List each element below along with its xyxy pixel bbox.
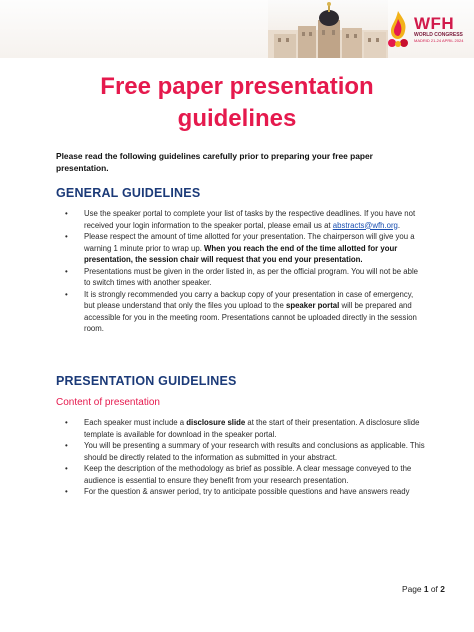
list-item-text: at the start of their presentation. A disclosure slide template is available for download in the speaker portal.	[84, 418, 420, 439]
list-item-emphasis: speaker portal	[286, 301, 340, 310]
bullet-icon: •	[65, 487, 68, 496]
list-item	[56, 289, 426, 335]
page-label: Page	[402, 584, 422, 594]
bullet-icon: •	[65, 441, 68, 450]
general-guidelines-list	[56, 208, 426, 335]
presentation-guidelines-heading: PRESENTATION GUIDELINES	[56, 374, 237, 388]
total-pages: 2	[440, 584, 445, 594]
flame-logo-icon	[385, 9, 411, 49]
header-banner	[0, 0, 474, 58]
list-item-text: Each speaker must include a	[84, 418, 187, 427]
list-item-text: Presentations must be given in the order listed in, as per the official program. You will not be able to switch times with another speaker.	[84, 266, 419, 287]
page-number	[402, 584, 445, 594]
list-item-text: Keep the description of the methodology as brief as possible. A clear message conveyed to the audience is essential to ensure they benefit from your research presentation.	[84, 464, 412, 485]
current-page: 1	[423, 584, 429, 594]
list-item-emphasis: disclosure slide	[186, 418, 246, 427]
page-title-line-2: guidelines	[177, 105, 297, 132]
bullet-icon: •	[65, 266, 68, 276]
general-guidelines-heading: GENERAL GUIDELINES	[56, 186, 201, 200]
bullet-icon: •	[65, 418, 68, 427]
list-item	[56, 486, 426, 498]
logo-title: WFH	[414, 14, 455, 33]
list-item-text: Use the speaker portal to complete your list of tasks by the respective deadlines. If you have not received your login information to the speaker portal, please email us at	[84, 209, 416, 230]
list-item-text: Please respect the amount of time allotted for your presentation. The chairperson will give you a warning 1 minute prior to wrap up.	[84, 232, 415, 253]
list-item-text: You will be presenting a summary of your research with results and conclusions as applicable. This should be directly related to the information as submitted in your abstract.	[84, 441, 425, 462]
page-title-line-1: Free paper presentation	[100, 73, 374, 100]
city-skyline-image	[268, 0, 388, 58]
bullet-icon: •	[65, 232, 68, 241]
logo-dates: MADRID 21-24 APRIL 2024	[414, 38, 464, 43]
content-of-presentation-subheading: Content of presentation	[56, 397, 160, 408]
list-item-text: For the question & answer period, try to anticipate possible questions and have answers ready	[84, 487, 410, 496]
list-item-text: It is strongly recommended you carry a backup copy of your presentation in case of emergency, but please understand that only the files you upload to the	[84, 289, 414, 310]
list-item	[56, 231, 426, 266]
list-item	[56, 417, 426, 440]
bullet-icon: •	[65, 209, 68, 218]
list-item	[56, 208, 426, 231]
email-link[interactable]: abstracts@wfh.org	[332, 220, 398, 230]
logo-subtitle: WORLD CONGRESS	[414, 32, 463, 38]
list-item	[56, 463, 426, 486]
page-of-label: of	[430, 584, 438, 594]
list-item	[56, 266, 426, 289]
intro-paragraph: Please read the following guidelines carefully prior to preparing your free paper presentation.	[56, 151, 373, 173]
bullet-icon: •	[65, 289, 68, 299]
list-item	[56, 440, 426, 463]
list-item-emphasis: When you reach the end of the time allotted for your presentation, the session chair will request that you end your presentation.	[84, 243, 398, 264]
list-item-text: .	[397, 220, 401, 230]
wfh-logo	[385, 4, 471, 54]
list-item-text: will be prepared and accessible for you in the meeting room. Presentations cannot be uploaded directly in the session room.	[84, 301, 417, 333]
presentation-guidelines-list	[56, 417, 426, 498]
bullet-icon: •	[65, 464, 68, 473]
